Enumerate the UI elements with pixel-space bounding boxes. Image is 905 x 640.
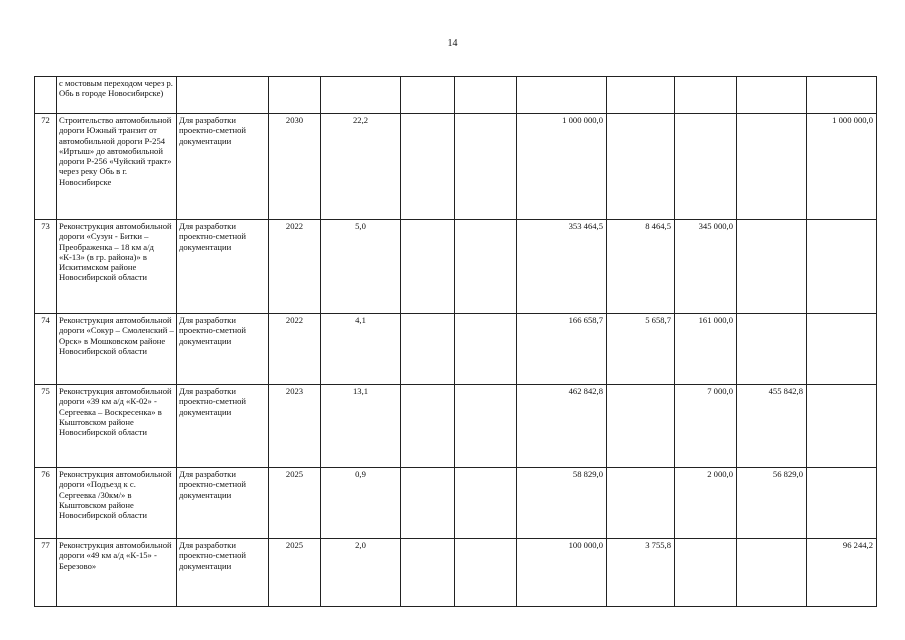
year-cell: 2030 [269,114,321,220]
purpose-cell: Для разработки проектно-сметной документации [177,114,269,220]
value-cell [607,468,675,539]
value-cell [607,385,675,468]
year-cell: 2023 [269,385,321,468]
length-cell: 5,0 [321,220,401,314]
page-number: 14 [447,38,458,49]
purpose-cell: Для разработки проектно-сметной документации [177,539,269,607]
empty-cell [455,385,517,468]
value-cell [675,114,737,220]
value-cell: 3 755,8 [607,539,675,607]
road-name-cell: с мостовым переходом через р. Обь в городе Новосибирске) [57,77,177,114]
value-cell: 2 000,0 [675,468,737,539]
road-name-cell: Реконструкция автомобильной дороги «Подъезд к с. Сергеевка /30км/» в Кыштовском районе Новосибирской области [57,468,177,539]
empty-cell [401,314,455,385]
length-cell: 13,1 [321,385,401,468]
total-cell: 353 464,5 [517,220,607,314]
value-cell [675,539,737,607]
table-row [35,468,877,539]
length-cell: 0,9 [321,468,401,539]
empty-cell [401,539,455,607]
total-cell: 1 000 000,0 [517,114,607,220]
value-cell [737,314,807,385]
purpose-cell: Для разработки проектно-сметной документации [177,385,269,468]
value-cell [737,539,807,607]
year-cell: 2022 [269,314,321,385]
length-cell: 2,0 [321,539,401,607]
empty-cell [455,468,517,539]
year-cell: 2022 [269,220,321,314]
road-name-cell: Строительство автомобильной дороги Южный транзит от автомобильной дороги Р-254 «Иртыш» до автомобильной дороги Р-256 «Чуйский тракт» через реку Обь в г. Новосибирске [57,114,177,220]
total-cell: 100 000,0 [517,539,607,607]
value-cell [607,114,675,220]
row-number-cell: 76 [35,468,57,539]
value-cell: 96 244,2 [807,539,877,607]
empty-cell [455,220,517,314]
value-cell: 8 464,5 [607,220,675,314]
budget-table [34,76,877,607]
purpose-cell: Для разработки проектно-сметной документации [177,220,269,314]
road-name-cell: Реконструкция автомобильной дороги «Сузун - Битки – Преображенка – 18 км а/д «К-13» (в гр. района)» в Искитимском районе Новосибирской области [57,220,177,314]
value-cell: 161 000,0 [675,314,737,385]
total-cell: 58 829,0 [517,468,607,539]
purpose-cell: Для разработки проектно-сметной документации [177,314,269,385]
empty-cell [401,220,455,314]
row-number-cell: 72 [35,114,57,220]
purpose-cell: Для разработки проектно-сметной документации [177,468,269,539]
road-name-cell: Реконструкция автомобильной дороги «39 км а/д «К-02» - Сергеевка – Воскресенка» в Кыштовском районе Новосибирской области [57,385,177,468]
table-row [35,539,877,607]
total-cell: 462 842,8 [517,385,607,468]
total-cell: 166 658,7 [517,314,607,385]
empty-cell [455,114,517,220]
empty-cell [455,539,517,607]
empty-cell [401,114,455,220]
row-number-cell: 74 [35,314,57,385]
value-cell: 7 000,0 [675,385,737,468]
value-cell: 5 658,7 [607,314,675,385]
table-row [35,77,877,114]
year-cell: 2025 [269,468,321,539]
table-row [35,220,877,314]
row-number-cell: 77 [35,539,57,607]
value-cell: 345 000,0 [675,220,737,314]
empty-cell [401,385,455,468]
value-cell [807,220,877,314]
value-cell [807,385,877,468]
value-cell [737,220,807,314]
year-cell: 2025 [269,539,321,607]
length-cell: 22,2 [321,114,401,220]
table-row [35,314,877,385]
empty-cell [401,468,455,539]
value-cell: 455 842,8 [737,385,807,468]
value-cell [737,114,807,220]
row-number-cell: 73 [35,220,57,314]
length-cell: 4,1 [321,314,401,385]
value-cell [807,314,877,385]
value-cell: 1 000 000,0 [807,114,877,220]
road-name-cell: Реконструкция автомобильной дороги «49 км а/д «К-15» - Березово» [57,539,177,607]
table-row [35,114,877,220]
road-name-cell: Реконструкция автомобильной дороги «Сокур – Смоленский – Орск» в Мошковском районе Новосибирской области [57,314,177,385]
empty-cell [455,314,517,385]
value-cell: 56 829,0 [737,468,807,539]
value-cell [807,468,877,539]
row-number-cell: 75 [35,385,57,468]
table-row [35,385,877,468]
